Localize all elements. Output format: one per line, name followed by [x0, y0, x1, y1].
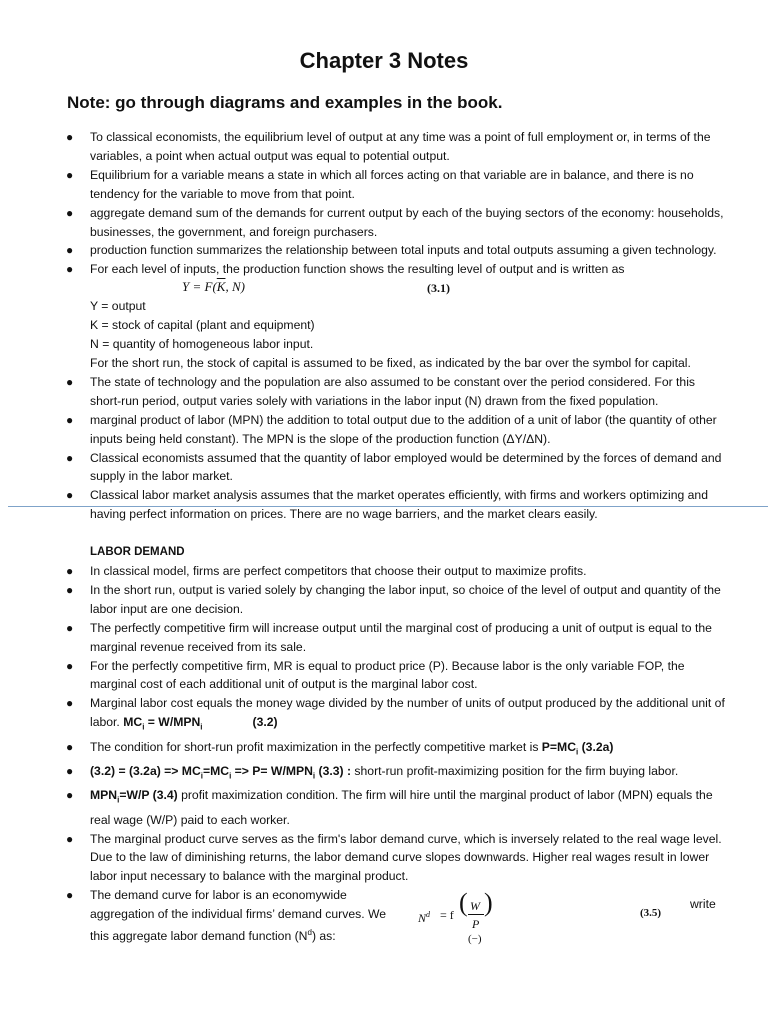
section-heading: LABOR DEMAND: [90, 546, 185, 559]
bullet-icon: ●: [66, 412, 74, 427]
bullet-icon: ●: [66, 262, 74, 277]
bullet-icon: ●: [66, 205, 74, 220]
bullet-icon: ●: [66, 831, 74, 846]
bullet-icon: ●: [66, 763, 74, 778]
bullet-icon: ●: [66, 620, 74, 635]
list-item: ● The demand curve for labor is an economywide aggregation of the individual firms’ demand curves. We this aggregate labor demand function $(N^d)$ as: write $N^d$ = f ( W P ) (−) (3.5): [66, 888, 716, 946]
bullet-icon: ●: [66, 243, 74, 258]
list-item: ● In classical model, firms are perfect competitors that choose their output to maximize profits.: [66, 562, 726, 581]
list-item: ● To classical economists, the equilibrium level of output at any time was a point of full employment or, in terms of the variables, a point when actual output was equal to potential output.: [66, 130, 711, 163]
bullet-icon: ●: [66, 374, 74, 389]
production-function-formula: [66, 279, 726, 303]
list-item: ● Marginal labor cost equals the money wage divided by the number of units of output produced by the additional unit of labor. $MC_i = W/MPN_i$ (3.2): [66, 696, 725, 732]
equation-number: (3.5): [640, 907, 662, 920]
formula-p-mc: $P=MC_i$ (3.2a): [541, 739, 614, 757]
equation-number: (3.2): [252, 715, 278, 730]
bullet-icon: ●: [66, 582, 74, 597]
formula-mpn-wp: $MPN_i=W/P$ (3.4): [90, 788, 178, 805]
list-item: ● Equilibrium for a variable means a state in which all forces acting on that variable are in balance, and there is no tendency for the variable to move from that point.: [66, 167, 694, 201]
definition: K = stock of capital (plant and equipment): [90, 318, 315, 333]
bullet-icon: ●: [66, 130, 74, 144]
list-item: ● Classical economists assumed that the quantity of labor employed would be determined by the forces of demand and supply in the labor market.: [66, 450, 722, 484]
list-item: ● For each level of inputs, the production function shows the resulting level of output and is written as: [66, 260, 726, 279]
bullet-icon: ●: [66, 658, 74, 673]
list-item: ● For the perfectly competitive firm, MR is equal to product price (P). Because labor is the only variable FOP, the marginal cost of each additional unit of output is the marginal labor cost.: [66, 658, 685, 692]
bullet-icon: ●: [66, 167, 74, 182]
bullet-icon: ●: [66, 739, 74, 754]
list-item: ● $MPN_i=W/P$ (3.4) profit maximization condition. The firm will hire until the marginal product of labor (MPN) equals the real wage (W/P) paid to each worker.: [66, 788, 713, 827]
list-item: ● The condition for short-run profit maximization in the perfectly competitive market is $P=MC_i$ (3.2a): [66, 739, 614, 757]
bullet-icon: ●: [66, 564, 74, 579]
bullet-icon: ●: [66, 488, 74, 503]
list-item: ● $(3.2) = (3.2a) => MC_i=MC_i => P= W/MPN_i$ (3.3) : short-run profit-maximizing position for the firm buying labor.: [66, 763, 679, 781]
equation-number: (3.1): [427, 281, 450, 296]
bullet-icon: ●: [66, 696, 74, 711]
page-subtitle: Note: go through diagrams and examples in the book.: [67, 93, 503, 112]
list-item: ● production function summarizes the relationship between total inputs and total outputs assuming a given technology.: [66, 241, 726, 260]
definition: Y = output: [90, 299, 146, 314]
list-item: ● The state of technology and the population are also assumed to be constant over the period considered. For this short-run period, output varies solely with variations in the labor input (N) drawn from the fixed population.: [66, 374, 696, 408]
definition: N = quantity of homogeneous labor input.: [90, 337, 314, 352]
definition: For the short run, the stock of capital is assumed to be fixed, as indicated by the bar over the symbol for capital.: [90, 355, 691, 370]
bullet-icon: ●: [66, 450, 74, 465]
list-item: ● marginal product of labor (MPN) the addition to total output due to the addition of a unit of labor (the quantity of other inputs being held constant). The MPN is the slope of the production function (ΔY/ΔN).: [66, 412, 717, 446]
write-word: write: [690, 897, 716, 912]
list-item: ● The perfectly competitive firm will increase output until the marginal cost of producing a unit of output is equal to the marginal revenue received from its sale.: [66, 620, 712, 654]
labor-demand-formula: $N^d$ = f ( W P ) (−): [418, 888, 493, 946]
list-item: ● In the short run, output is varied solely by changing the labor input, so choice of the level of output and quantity of the labor input are one decision.: [66, 582, 721, 616]
list-item: ● The marginal product curve serves as the firm's labor demand curve, which is inversely related to the real wage level. Due to the law of diminishing returns, the labor demand curve slopes downwards. Higher real wages result in lower labor input necessary to balance with the marginal product.: [66, 831, 722, 884]
notes-body: [66, 128, 726, 946]
bullet-icon: ●: [66, 888, 74, 903]
bullet-icon: ●: [66, 788, 74, 803]
formula-combined: $(3.2) = (3.2a) => MC_i=MC_i => P= W/MPN_i$ (3.3) :: [90, 763, 352, 781]
page-title: Chapter 3 Notes: [299, 48, 469, 73]
list-item: ● aggregate demand sum of the demands for current output by each of the buying sectors of the economy: households, businesses, the government, and foreign purchasers.: [66, 205, 724, 239]
formula-mc: $MC_i = W/MPN_i$: [123, 715, 203, 732]
formula-y-equals-f: $Y = F(\overline{K}$, N): [182, 279, 245, 295]
list-item: ● Classical labor market analysis assumes that the market operates efficiently, with firms and workers optimizing and having perfect information on prices. There are no wage barriers, and the market clears easily.: [66, 488, 708, 522]
